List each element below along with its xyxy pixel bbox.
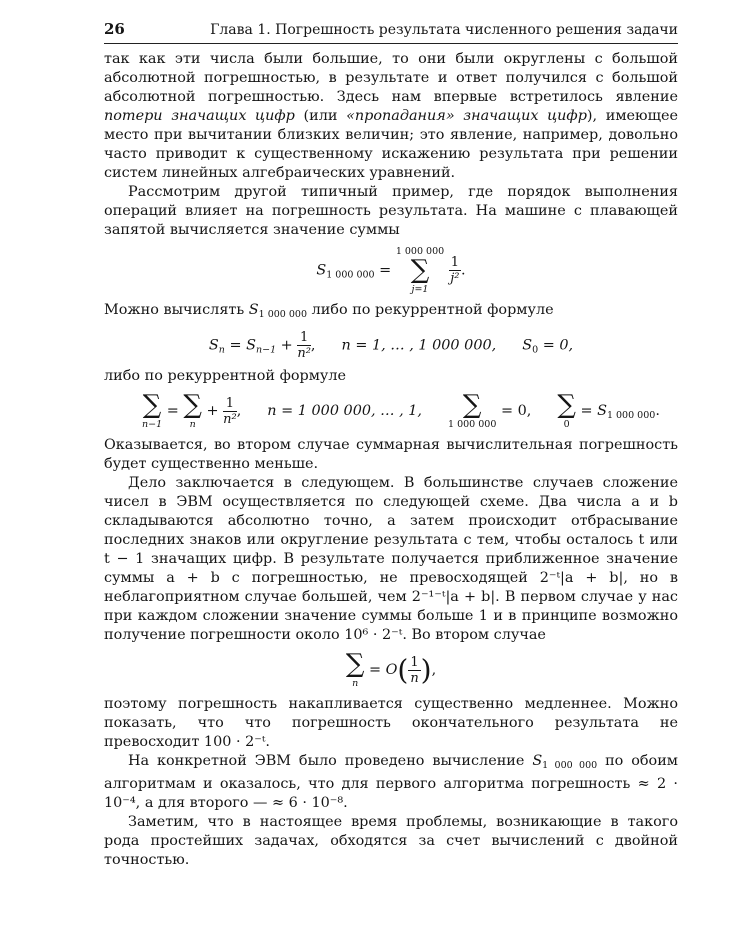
summation-sign — [448, 392, 496, 430]
formula-term: = S — [575, 403, 607, 419]
inline-symbol: S — [532, 753, 543, 769]
formula-recurrence-forward — [104, 330, 678, 361]
inline-symbol: S — [248, 302, 259, 318]
paragraph-7: поэтому погрешность накапливается существенно медленнее. Можно показать, что что погрешность окончательного результата не превосходит 100 · 2⁻ᵗ. — [104, 696, 678, 750]
fraction-numerator: 1 — [297, 330, 311, 346]
sigma-symbol: ∑ — [345, 649, 365, 679]
summation-sign — [557, 392, 576, 430]
fraction-denominator: n² — [297, 346, 311, 361]
inline-subscript: 1 000 000 — [258, 309, 307, 320]
left-paren: ( — [397, 653, 409, 687]
fraction-denominator: n² — [223, 411, 237, 427]
paragraph-1 — [104, 50, 678, 183]
formula-punctuation: , — [431, 662, 437, 678]
summation-sign — [142, 392, 162, 430]
fraction-numerator: 1 — [450, 255, 460, 270]
formula-term: = 0, — [538, 337, 574, 354]
paragraph-3 — [104, 301, 678, 324]
fraction-numerator: 1 — [410, 654, 419, 670]
formula-sum-definition — [104, 246, 678, 295]
formula-range: n = 1 000 000, … , 1, — [267, 403, 423, 419]
fraction — [223, 396, 237, 427]
formula-punctuation: , — [236, 403, 242, 419]
formula-subscript: n — [218, 344, 225, 356]
sum-lower-limit: j=1 — [411, 284, 429, 295]
sigma-symbol: ∑ — [142, 390, 162, 420]
sum-lower-limit: n−1 — [142, 419, 163, 430]
formula-term: = 0, — [496, 403, 532, 419]
emphasis-term: потери значащих цифр — [104, 108, 295, 124]
text-span: либо по рекуррентной формуле — [307, 302, 554, 318]
paragraph-6: Дело заключается в следующем. В большинстве случаев сложение чисел в ЭВМ осуществляется по следующей схеме. Два числа a и b складываются абсолютно точно, а затем происходит отбрасывание последних знаков или округление результата с тем, чтобы осталось t или t − 1 значащих цифр. В результате получается приближенное значение суммы a + b с погрешностью, не превосходящей 2⁻ᵗ|a + b|, но в неблагоприятном случае большей, чем 2⁻¹⁻ᵗ|a + b|. В первом случае у нас при каждом сложении значение суммы больше 1 и в принципе возможно получение погрешности около 10⁶ · 2⁻ᵗ. Во втором случае — [104, 475, 678, 643]
formula-symbol: S — [208, 337, 219, 354]
formula-operator: + — [276, 337, 298, 354]
formula-punctuation: . — [655, 403, 660, 419]
sigma-symbol: ∑ — [462, 390, 482, 420]
paragraph-5: Оказывается, во втором случае суммарная вычислительная погрешность будет существенно меньше. — [104, 437, 678, 472]
formula-symbol: S — [522, 337, 533, 354]
formula-operator: = — [162, 403, 184, 419]
text-span: по обоим алгоритмам и оказалось, что для первого алгоритма погрешность ≈ 2 · 10⁻⁴, а для второго — ≈ 6 · 10⁻⁸. — [104, 753, 678, 811]
running-header — [104, 20, 678, 44]
sum-lower-limit: 1 000 000 — [448, 419, 497, 430]
summation-sign — [183, 392, 202, 430]
formula-term: = S — [224, 337, 256, 354]
fraction-denominator: n — [410, 670, 419, 686]
formula-operator: + — [201, 403, 224, 419]
paragraph-4: либо по рекуррентной формуле — [104, 368, 347, 384]
sigma-symbol: ∑ — [557, 390, 576, 420]
fraction — [449, 255, 461, 286]
text-span: На конкретной ЭВМ было проведено вычисление — [128, 753, 533, 769]
sum-lower-limit: n — [189, 419, 196, 430]
chapter-title: Глава 1. Погрешность результата численного решения задачи — [210, 22, 678, 38]
text-span: (или — [294, 108, 347, 124]
formula-punctuation: , — [310, 337, 316, 354]
formula-term: = O — [364, 662, 398, 678]
paragraph-8 — [104, 752, 678, 813]
sigma-symbol: ∑ — [183, 390, 202, 420]
book-page — [104, 20, 678, 870]
fraction-numerator: 1 — [223, 396, 237, 412]
emphasis-term: «пропадания» значащих цифр — [346, 108, 587, 124]
text-span: так как эти числа были большие, то они были округлены с большой абсолютной погрешностью, в результате и ответ получился с большой абсолютной погрешностью. Здесь нам впервые встретилось явление — [104, 51, 678, 105]
paragraph-2: Рассмотрим другой типичный пример, где порядок выполнения операций влияет на погрешность результата. На машине с плавающей запятой вычисляется значение суммы — [104, 184, 678, 238]
formula-punctuation: . — [461, 262, 466, 279]
sum-upper-limit: 1 000 000 — [395, 246, 445, 257]
text-span: Можно вычислять — [104, 302, 249, 318]
formula-subscript: 1 000 000 — [326, 269, 375, 281]
fraction — [408, 655, 420, 686]
sigma-symbol: ∑ — [410, 255, 430, 285]
page-number: 26 — [104, 20, 125, 38]
formula-symbol: S — [316, 262, 327, 279]
formula-recurrence-backward — [104, 392, 678, 430]
formula-subscript: 0 — [532, 344, 539, 356]
formula-operator: = — [374, 262, 396, 279]
formula-subscript: n−1 — [255, 344, 277, 356]
sum-lower-limit: 0 — [563, 419, 570, 430]
fraction — [297, 330, 311, 361]
fraction-denominator: j² — [450, 271, 460, 286]
summation-sign — [396, 246, 444, 295]
right-paren: ) — [420, 653, 432, 687]
formula-big-o — [104, 651, 678, 689]
formula-subscript: 1 000 000 — [606, 410, 656, 421]
formula-range: n = 1, … , 1 000 000, — [341, 337, 497, 354]
sum-lower-limit: n — [352, 678, 359, 689]
summation-sign — [346, 651, 365, 689]
inline-subscript: 1 000 000 — [542, 760, 598, 771]
text-span: ), имеющее место при вычитании близких величин; это явление, например, довольно часто приводит к существенному искажению результата при решении систем линейных алгебраических уравнений. — [104, 108, 678, 181]
paragraph-9: Заметим, что в настоящее время проблемы, возникающие в такого рода простейших задачах, обходятся за счет вычислений с двойной точностью. — [104, 814, 678, 868]
